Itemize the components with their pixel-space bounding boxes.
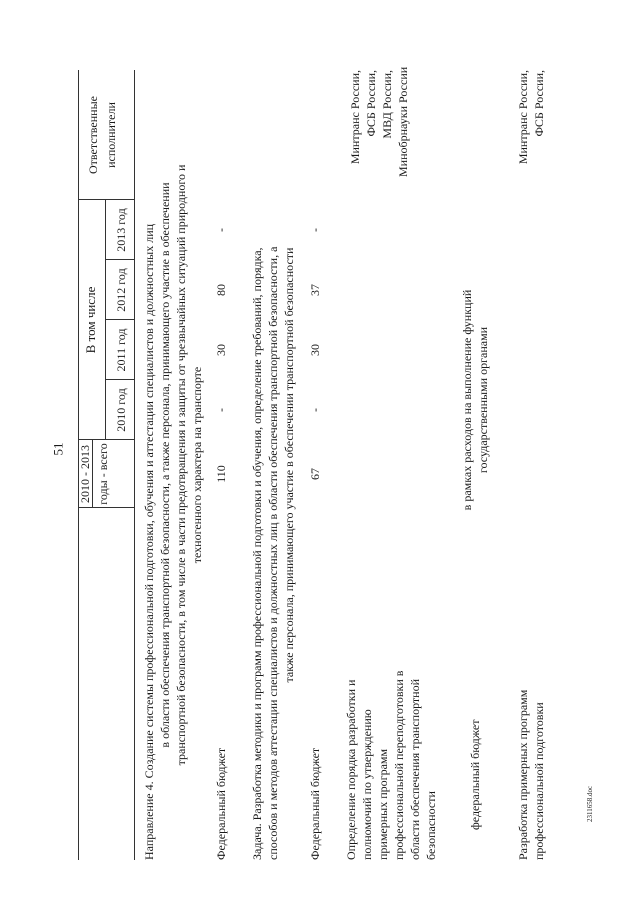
header-2011: 2011 год (114, 328, 128, 372)
header-bottom-border (134, 70, 135, 860)
responsible-item: ФСБ России, (532, 70, 546, 137)
responsible-item: ФСБ России, (364, 70, 378, 137)
value-2010: - (214, 408, 228, 412)
budget-note: государственными органами (476, 326, 490, 474)
header-2013: 2013 год (114, 208, 128, 252)
activity-title: области обеспечения транспортной (408, 678, 422, 860)
header-responsible: исполнители (104, 102, 118, 168)
value-2012: 37 (308, 284, 322, 296)
rotated-table (72, 30, 572, 860)
activity-title: примерных программ (376, 748, 390, 860)
responsible-item: Минобрнауки России (396, 66, 410, 177)
value-2012: 80 (214, 284, 228, 296)
direction-heading: в области обеспечения транспортной безопасности, а также персонала, принимающего участие в обеспечении (158, 182, 172, 748)
responsible-item: МВД России, (380, 70, 394, 139)
activity-title: профессиональной подготовки (532, 702, 546, 860)
direction-heading: транспортной безопасности, в том числе в части предотвращения и защиты от чрезвычайных ситуаций природного и (174, 164, 188, 766)
task-heading: также персонала, принимающего участие в обеспечении транспортной безопасности (282, 247, 296, 683)
page-number: 51 (50, 442, 66, 456)
footer-file-code: 2311658.doc (586, 785, 594, 822)
header-divider (92, 440, 93, 508)
direction-heading: Направление 4. Создание системы профессиональной подготовки, обучения и аттестации специалистов и должностных лиц (142, 223, 156, 860)
header-responsible: Ответственные (86, 96, 100, 174)
row-label: Федеральный бюджет (308, 747, 322, 860)
activity-title: полномочий по утверждению (360, 709, 374, 860)
task-heading: Задача. Разработка методики и программ профессиональной подготовки и обучения, определение требований, порядка, (250, 247, 264, 860)
header-2010: 2010 год (114, 388, 128, 432)
activity-title: Определение порядка разработки и (344, 679, 358, 860)
activity-title: Разработка примерных программ (516, 689, 530, 860)
header-divider (105, 200, 106, 440)
value-total: 110 (214, 465, 228, 483)
row-label: Федеральный бюджет (214, 747, 228, 860)
header-2012: 2012 год (114, 268, 128, 312)
responsible-item: Минтранс России, (516, 70, 530, 165)
value-2013: - (214, 228, 228, 232)
header-including: В том числе (83, 286, 98, 354)
value-2010: - (308, 408, 322, 412)
value-2013: - (308, 228, 322, 232)
task-heading: способов и методов аттестации специалистов и должностных лиц в области обеспечения транспортной безопасности, а (266, 246, 280, 860)
header-years-total: годы - всего (96, 443, 110, 505)
value-2011: 30 (214, 344, 228, 356)
value-total: 67 (308, 468, 322, 480)
activity-title: профессиональной переподготовки в (392, 670, 406, 860)
budget-label: федеральный бюджет (468, 719, 482, 830)
value-2011: 30 (308, 344, 322, 356)
header-years-range: 2010 - 2013 (78, 445, 92, 503)
responsible-item: Минтранс России, (348, 70, 362, 165)
budget-note: в рамках расходов на выполнение функций (460, 289, 474, 511)
activity-title: безопасности (424, 791, 438, 860)
direction-heading: техногенного характера на транспорте (190, 366, 204, 564)
